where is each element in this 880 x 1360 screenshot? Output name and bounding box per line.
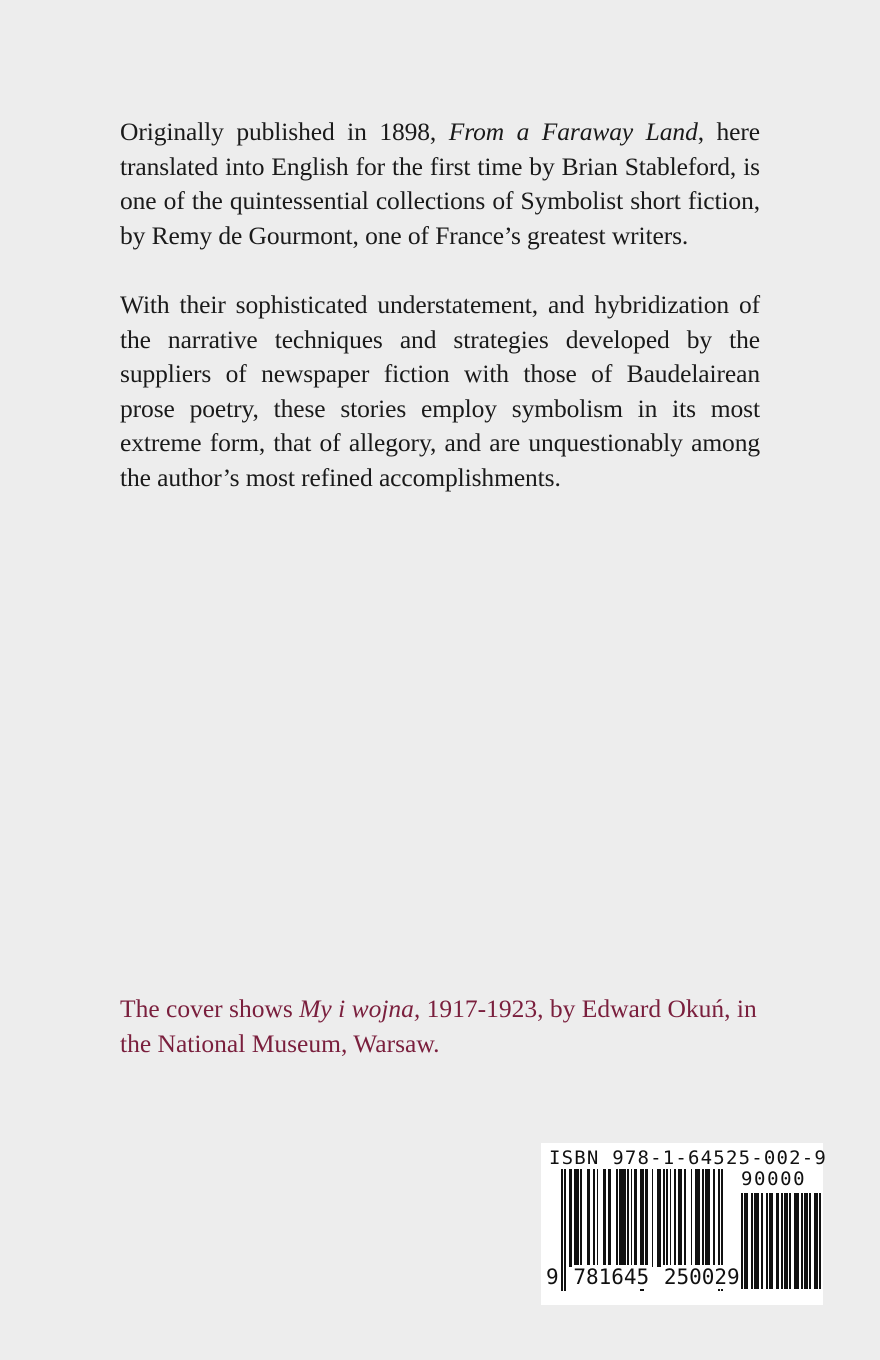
barcode-bar bbox=[631, 1169, 633, 1267]
barcode-bar bbox=[801, 1193, 803, 1289]
barcode-bar bbox=[691, 1169, 693, 1267]
barcode-bar bbox=[580, 1169, 582, 1267]
barcode-bar bbox=[751, 1193, 753, 1289]
barcode-bar bbox=[771, 1193, 773, 1289]
barcode-bar bbox=[593, 1169, 595, 1267]
barcode-bar bbox=[809, 1193, 811, 1289]
artwork-title: My i wojna, bbox=[299, 994, 421, 1023]
barcode-bar bbox=[652, 1169, 654, 1267]
ean-digits bbox=[545, 1265, 741, 1289]
price-code: 90000 bbox=[741, 1168, 807, 1190]
credit-rest: 1917-1923, by Edward Okuń, in the National Museum, Warsaw. bbox=[120, 994, 757, 1058]
barcode-bar bbox=[746, 1193, 748, 1289]
barcode-bar bbox=[699, 1169, 701, 1267]
barcode-bar bbox=[636, 1169, 638, 1267]
barcode-bar bbox=[627, 1169, 629, 1267]
barcode-bar bbox=[666, 1169, 668, 1267]
barcode-bar bbox=[798, 1193, 800, 1289]
barcode-bar bbox=[577, 1169, 579, 1267]
barcode-bar bbox=[806, 1193, 808, 1289]
barcode-bar bbox=[663, 1169, 665, 1267]
isbn-label: ISBN 978-1-64525-002-9 bbox=[549, 1147, 828, 1169]
barcode-bars-addon bbox=[741, 1193, 821, 1289]
barcode-bar bbox=[571, 1169, 573, 1267]
barcode-bar bbox=[670, 1169, 672, 1267]
book-title: From a Faraway Land bbox=[448, 117, 698, 146]
paragraph-1-rest: , here translated into English for the first time by Brian Stableford, is one of the quintessential collections of Symbolist short fiction, by Remy de Gourmont, one of France’s greatest writers. bbox=[120, 117, 761, 250]
isbn-barcode bbox=[541, 1143, 828, 1305]
barcode-bar bbox=[819, 1193, 821, 1289]
barcode-bar bbox=[702, 1169, 704, 1267]
ean-first-digit: 9 bbox=[546, 1265, 559, 1289]
ean-right-group: 250029 bbox=[663, 1265, 740, 1289]
barcode-bar bbox=[597, 1169, 599, 1267]
barcode-bar bbox=[605, 1169, 607, 1267]
barcode-bar bbox=[761, 1193, 763, 1289]
barcode-bar bbox=[624, 1169, 626, 1267]
paragraph-1-lead: Originally published in 1898, bbox=[120, 117, 449, 146]
barcode-bar bbox=[674, 1169, 676, 1267]
ean-left-group: 781645 bbox=[573, 1265, 650, 1289]
credit-lead: The cover shows bbox=[120, 994, 300, 1023]
barcode-bar bbox=[589, 1169, 591, 1267]
barcode-bar bbox=[766, 1193, 768, 1289]
barcode-bar bbox=[610, 1169, 612, 1267]
description-paragraph-1 bbox=[120, 115, 760, 253]
cover-credit bbox=[120, 992, 780, 1061]
barcode-bar bbox=[789, 1193, 791, 1289]
barcode-bar bbox=[681, 1169, 683, 1267]
barcode-bar bbox=[781, 1193, 783, 1289]
barcode-bar bbox=[778, 1193, 780, 1289]
barcode-bar bbox=[684, 1169, 686, 1267]
description-paragraph-2: With their sophisticated understatement, and hybridization of the narrative techniques and strategies developed by the suppliers of newspaper fiction with those of Baudelairean prose poetry, these stories employ symbolism in its most extreme form, that of allegory, and are unquestionably among the author’s most refined accomplishments. bbox=[120, 290, 760, 492]
barcode-bar bbox=[708, 1169, 710, 1267]
barcode-bar bbox=[741, 1193, 743, 1289]
barcode-bar bbox=[816, 1193, 818, 1289]
barcode-bar bbox=[713, 1169, 715, 1267]
barcode-bar bbox=[758, 1193, 760, 1289]
barcode-bar bbox=[616, 1169, 618, 1267]
barcode-bar bbox=[786, 1193, 788, 1289]
barcode-bar bbox=[647, 1169, 649, 1267]
barcode-bar bbox=[660, 1169, 662, 1267]
